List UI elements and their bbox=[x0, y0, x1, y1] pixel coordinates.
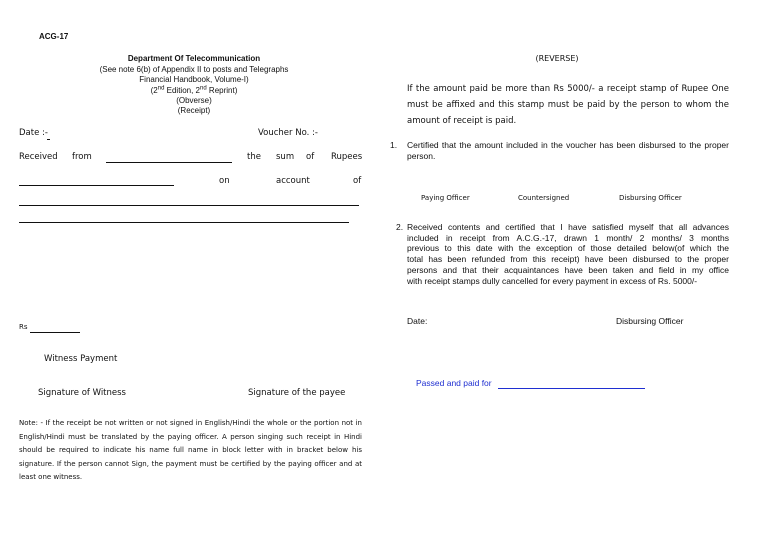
item-1-certification: Certified that the amount included in the voucher has been disbursed to the proper person. bbox=[407, 140, 729, 161]
on-word: on bbox=[219, 176, 230, 186]
of-word-2: of bbox=[353, 176, 362, 186]
subtitle-line-2: Financial Handbook, Volume-I) bbox=[139, 75, 249, 84]
paying-officer-label: Paying Officer bbox=[421, 194, 470, 202]
translation-note: Note: - If the receipt be not written or not signed in English/Hindi the whole or the portion not in English/Hindi must be translated by the paying officer. A person singing such receipt in Hindi should be required to indicate his name full name in block letter with in bracket below his signature. If the person cannot Sign, the payment must be certified by the paying officer and at least one witness. bbox=[19, 419, 362, 481]
rupees-word: Rupees bbox=[331, 152, 363, 162]
stamp-instruction: If the amount paid be more than Rs 5000/- a receipt stamp of Rupee One must be affixed and this stamp must be paid by the person to whom the amount of receipt is paid. bbox=[407, 84, 729, 126]
rupees-amount-field[interactable] bbox=[19, 185, 174, 186]
edition-line: (2nd Edition, 2nd Reprint) bbox=[150, 85, 238, 95]
rs-amount-field[interactable] bbox=[30, 332, 80, 333]
item-1-number: 1. bbox=[390, 140, 398, 150]
account-line-2[interactable] bbox=[19, 222, 349, 223]
received-from-field[interactable] bbox=[106, 162, 232, 163]
rs-label: Rs bbox=[19, 323, 28, 331]
reverse-date-label: Date: bbox=[407, 316, 428, 326]
witness-payment: Witness Payment bbox=[44, 354, 118, 364]
item-2-certification bbox=[407, 222, 729, 286]
department-title: Department Of Telecommunication bbox=[127, 54, 261, 63]
date-label: Date :- bbox=[19, 128, 48, 138]
date-field[interactable] bbox=[47, 139, 50, 140]
signature-of-witness: Signature of Witness bbox=[38, 388, 126, 398]
passed-and-paid-field[interactable] bbox=[498, 388, 645, 389]
voucher-no-label: Voucher No. :- bbox=[258, 128, 318, 138]
of-word: of bbox=[306, 152, 315, 162]
disbursing-officer-label-1: Disbursing Officer bbox=[619, 194, 682, 202]
item-2-line: total has been refunded from this receipt) have been disbursed to the proper bbox=[407, 254, 729, 265]
item-2-line: Received contents and certified that I have satisfied myself that all advances bbox=[407, 222, 729, 232]
form-code: ACG-17 bbox=[39, 32, 69, 41]
account-line-1[interactable] bbox=[19, 205, 359, 206]
item-2-line: persons and that their acquaintances have been taken and field in my office bbox=[407, 264, 729, 275]
item-2-line: with receipt stamps dully cancelled for every payment in excess of Rs. 5000/- bbox=[407, 275, 698, 286]
reverse-heading: (REVERSE) bbox=[535, 54, 579, 63]
item-2-line: previous to this date with the exception of those detailed below(of which the bbox=[407, 243, 729, 254]
received-word: Received bbox=[19, 152, 58, 162]
subtitle-line-1: (See note 6(b) of Appendix II to posts and Telegraphs bbox=[99, 65, 289, 74]
item-2-number: 2. bbox=[396, 222, 404, 232]
passed-and-paid-label: Passed and paid for bbox=[416, 378, 492, 388]
disbursing-officer-label-2: Disbursing Officer bbox=[616, 316, 684, 326]
sum-word: sum bbox=[276, 152, 295, 162]
signature-of-payee: Signature of the payee bbox=[248, 388, 346, 398]
receipt-label: (Receipt) bbox=[177, 106, 211, 115]
the-word: the bbox=[247, 152, 261, 162]
item-2-line: included in receipt from A.C.G.-17, drawn 1 month/ 2 months/ 3 months bbox=[407, 232, 729, 243]
obverse-label: (Obverse) bbox=[176, 96, 212, 105]
countersigned-label: Countersigned bbox=[518, 194, 570, 202]
from-word: from bbox=[72, 152, 92, 162]
account-word: account bbox=[276, 176, 310, 186]
